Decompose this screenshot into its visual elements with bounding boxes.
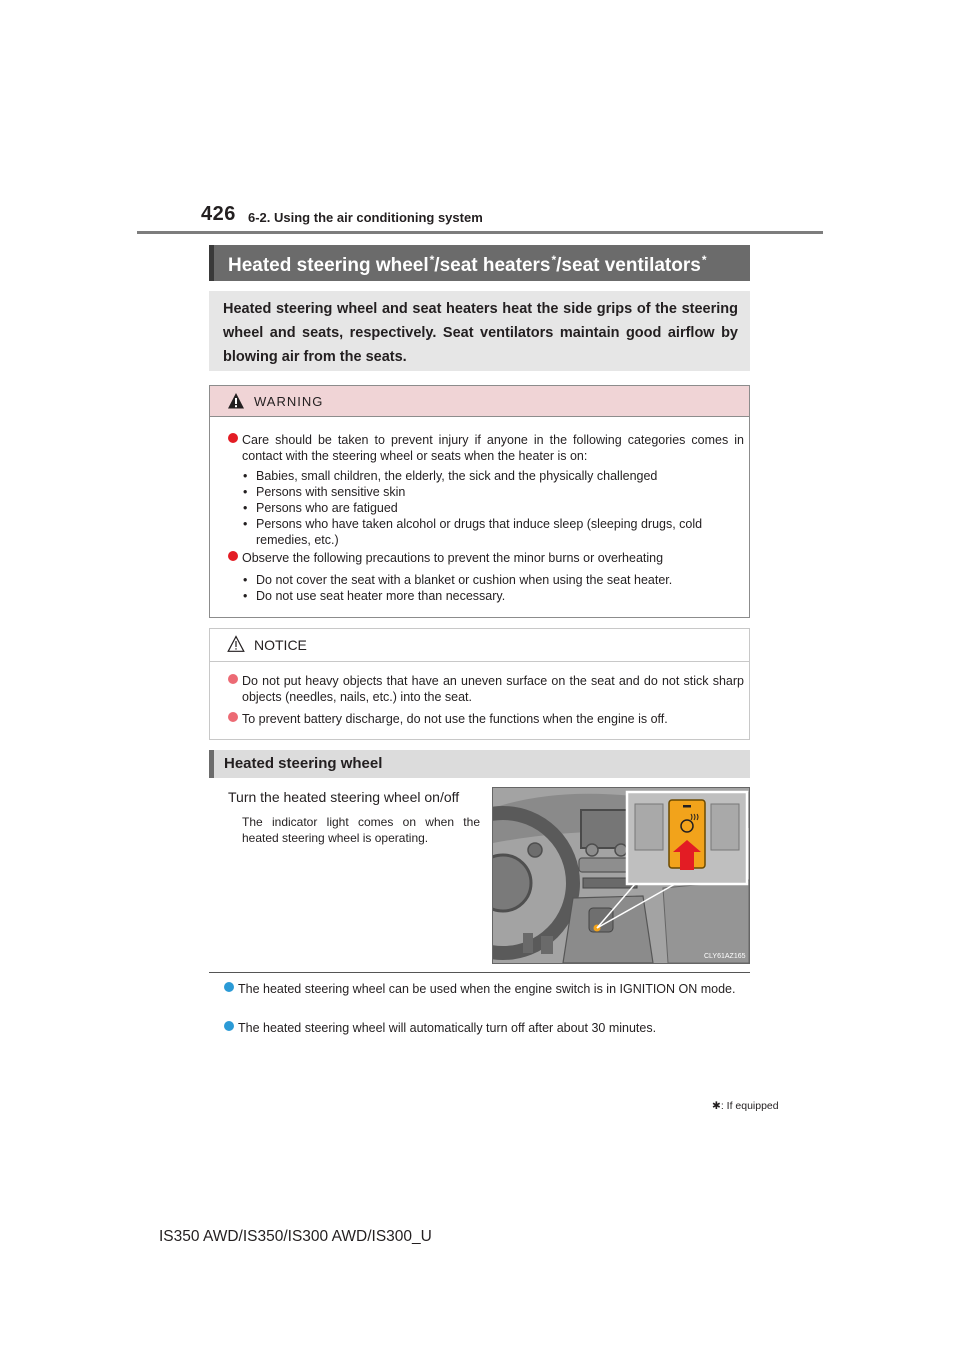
dashboard-illustration-svg: [493, 788, 749, 963]
notice-item: Do not put heavy objects that have an uneven surface on the seat and do not stick sharp objects (needles, nails, etc.) into the seat.: [228, 673, 744, 705]
bullet-icon: [228, 674, 238, 684]
warning-header: [210, 386, 749, 417]
sub-item: • Persons with sensitive skin: [243, 485, 406, 499]
sub-item: • Persons who are fatigued: [243, 501, 398, 515]
warning-sublist: [243, 468, 743, 548]
intro-text: Heated steering wheel and seat heaters heat the side grips of the steering wheel and seats, respectively. Seat ventilators maintain good airflow by blowing air from the seats.: [223, 301, 738, 365]
dashboard-illustration: [492, 787, 750, 964]
header-rule: [137, 231, 823, 234]
info-note: The heated steering wheel can be used when the engine switch is in IGNITION ON mode.: [224, 981, 750, 997]
section-heading-bar: [209, 750, 750, 778]
sub-item: • Babies, small children, the elderly, the sick and the physically challenged: [243, 469, 658, 483]
sub-item: • Persons who have taken alcohol or drugs that induce sleep (sleeping drugs, cold remedies, etc.): [243, 517, 703, 547]
page-title: Heated steering wheel*/seat heaters*/seat ventilators*: [228, 253, 707, 276]
notice-item: To prevent battery discharge, do not use the functions when the engine is off.: [228, 711, 744, 727]
model-footer: IS350 AWD/IS350/IS300 AWD/IS300_U: [159, 1228, 432, 1245]
figure-code: CLY61AZ165: [704, 953, 746, 960]
intro-box: [209, 291, 750, 371]
bullet-icon: [224, 1021, 234, 1031]
page-title-bar: [209, 245, 750, 281]
asterisk-icon: ✱: [712, 1100, 721, 1112]
section-rule: [209, 972, 750, 973]
info-note: The heated steering wheel will automatically turn off after about 30 minutes.: [224, 1020, 750, 1036]
warning-box: [209, 385, 750, 618]
bullet-icon: [228, 551, 238, 561]
section-reference: 6-2. Using the air conditioning system: [248, 210, 483, 225]
bullet-icon: [228, 712, 238, 722]
sub-item: • Do not use seat heater more than necessary.: [243, 589, 506, 603]
page-number: 426: [201, 203, 236, 225]
notice-label: NOTICE: [254, 637, 307, 653]
section-heading: Heated steering wheel: [224, 755, 383, 772]
warning-label: WARNING: [254, 394, 324, 409]
bullet-icon: [224, 982, 234, 992]
notice-box: [209, 628, 750, 740]
sub-item: • Do not cover the seat with a blanket or cushion when using the seat heater.: [243, 573, 673, 587]
warning-item: Care should be taken to prevent injury if anyone in the following categories comes in contact with the steering wheel or seats when the heater is on:: [228, 432, 744, 464]
footnote: ✱: If equipped: [712, 1100, 779, 1112]
caution-triangle-icon: [227, 635, 245, 653]
step-instruction: Turn the heated steering wheel on/off: [228, 789, 460, 805]
notice-header: [210, 629, 749, 662]
warning-item: Observe the following precautions to prevent the minor burns or overheating: [228, 550, 744, 566]
warning-triangle-icon: [227, 392, 245, 410]
warning-sublist: [243, 572, 743, 604]
bullet-icon: [228, 433, 238, 443]
step-note: The indicator light comes on when the heated steering wheel is operating.: [242, 815, 480, 845]
